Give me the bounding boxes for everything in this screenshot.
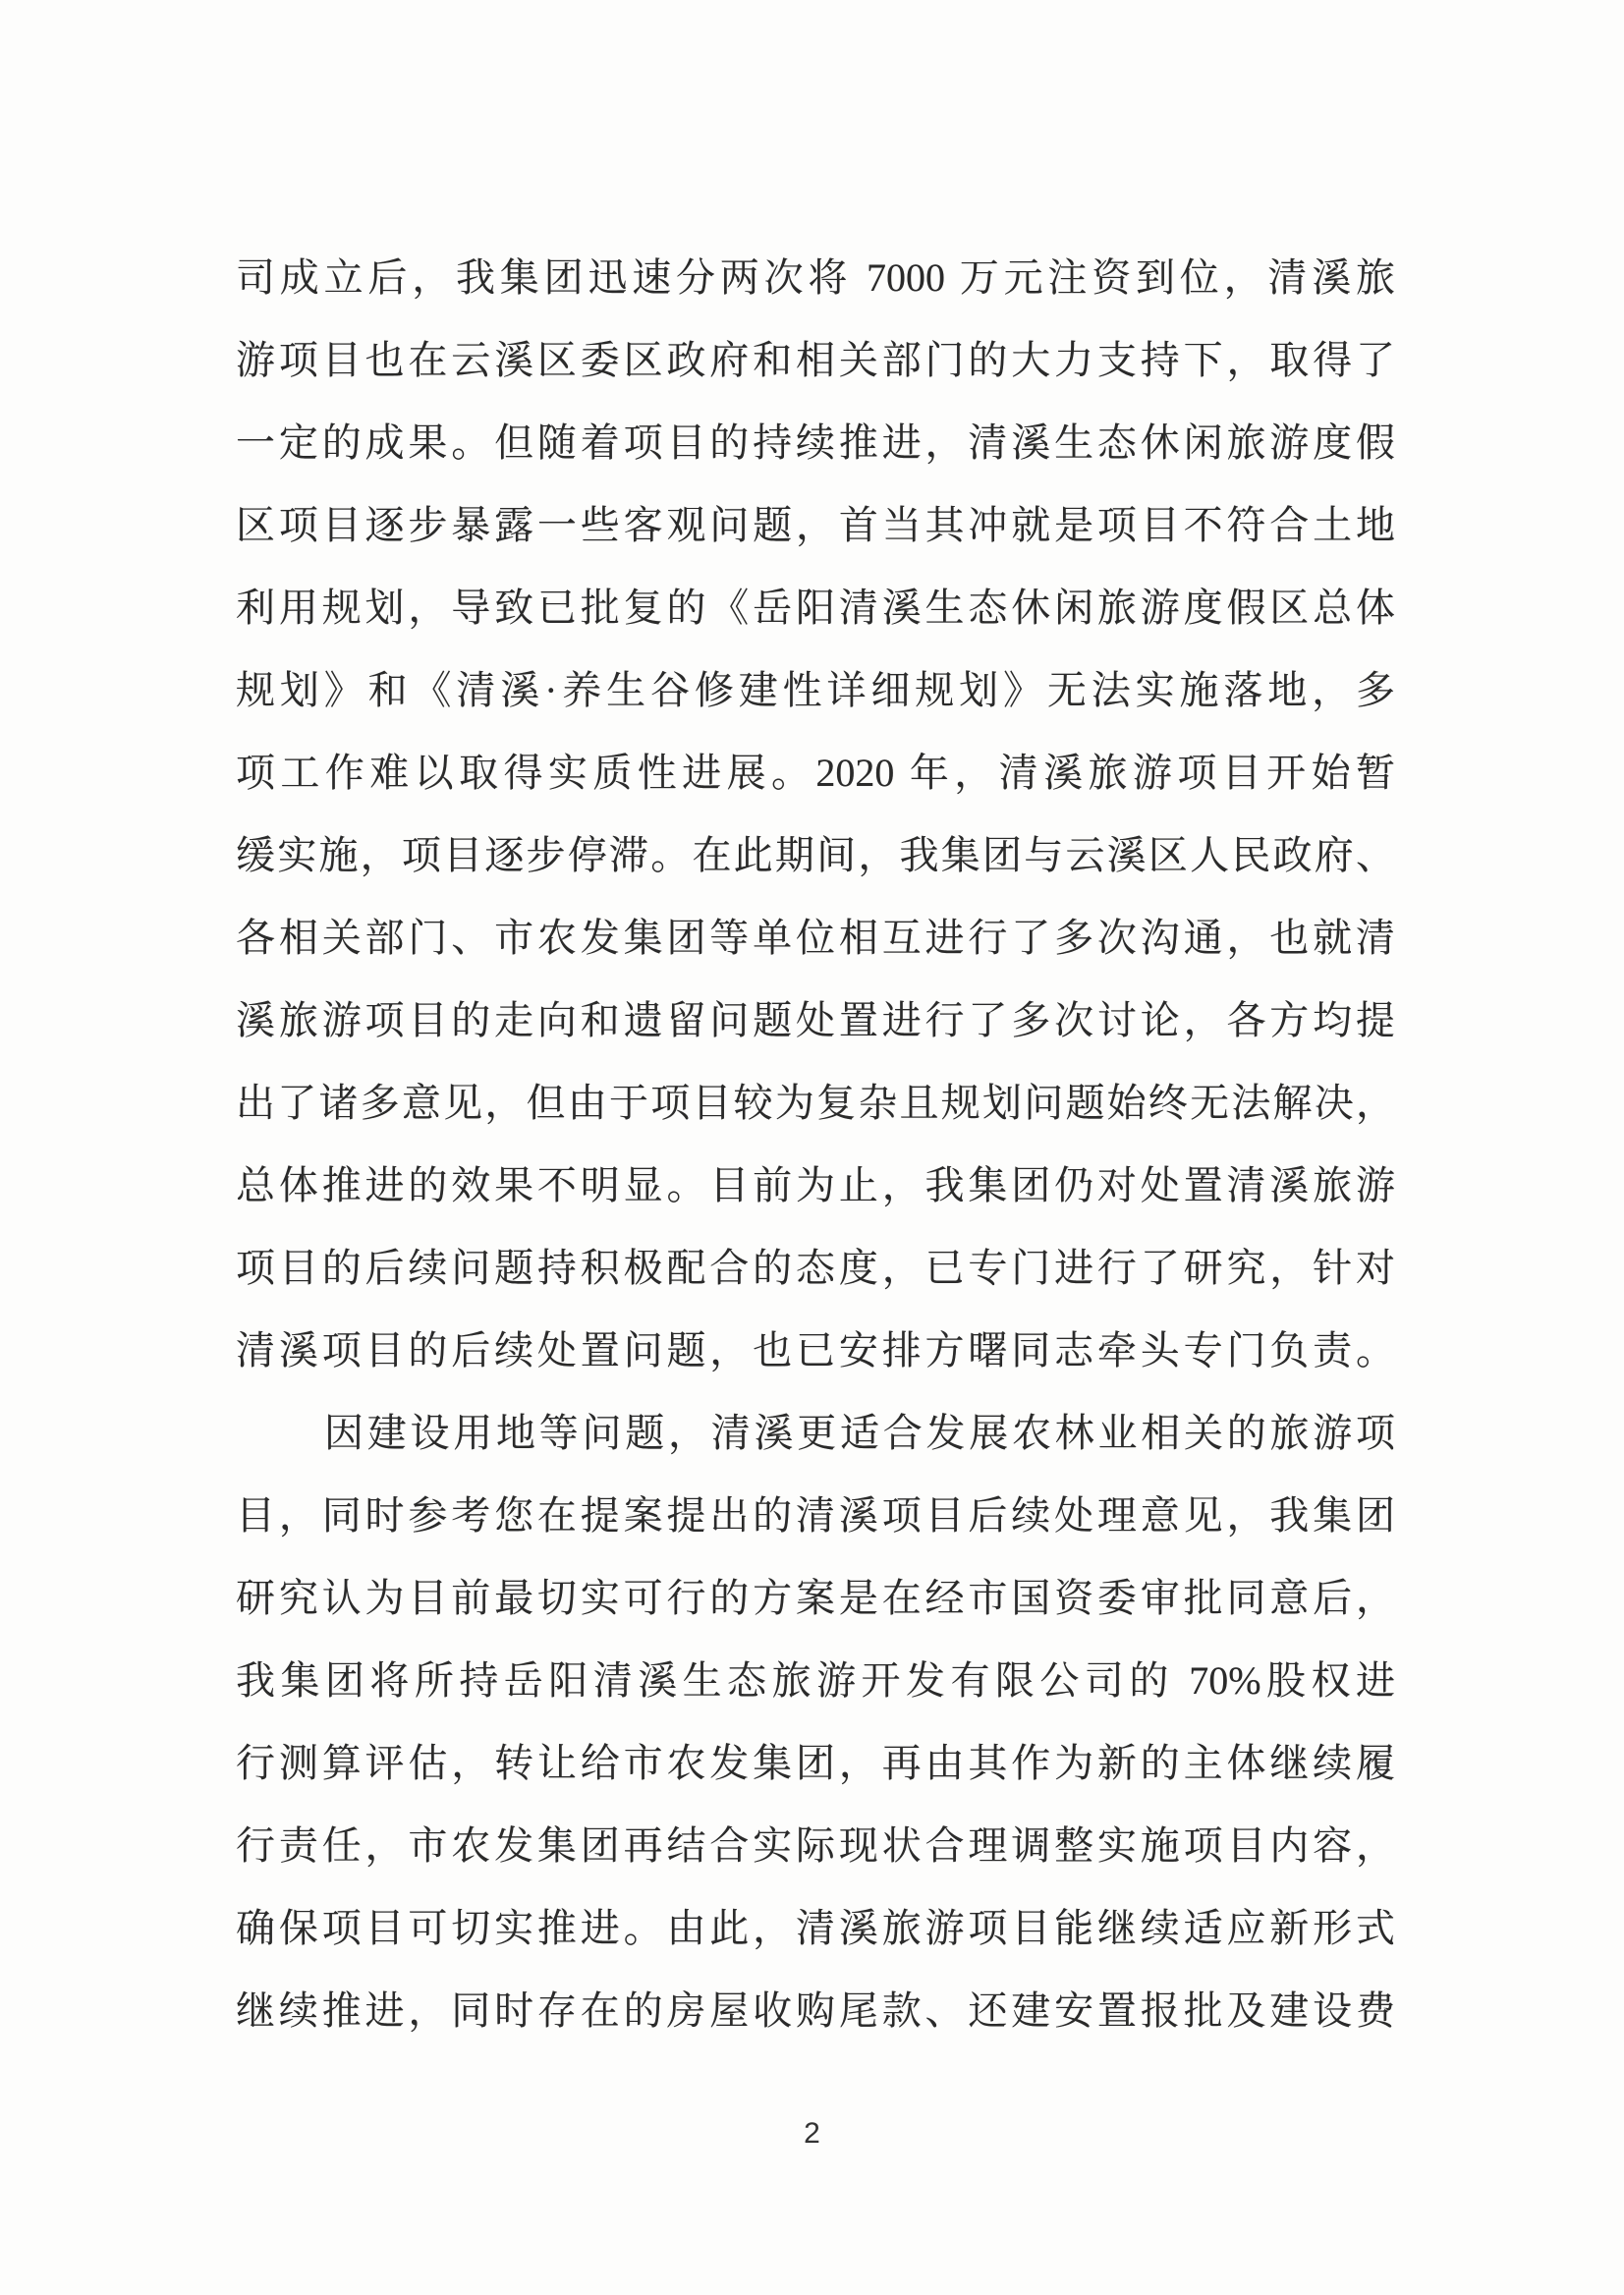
text-line: 出了诸多意见，但由于项目较为复杂且规划问题始终无法解决，: [236, 1081, 1395, 1125]
text-line: 行责任，市农发集团再结合实际现状合理调整实施项目内容，: [236, 1823, 1395, 1868]
text-line: 目，同时参考您在提案提出的清溪项目后续处理意见，我集团: [236, 1493, 1395, 1538]
body-text: [236, 237, 1395, 2052]
text-line: 项工作难以取得实质性进展。2020 年，清溪旅游项目开始暂: [236, 751, 1395, 795]
text-line-paragraph-start: 因建设用地等问题，清溪更适合发展农林业相关的旅游项: [324, 1411, 1395, 1455]
text-line: 缓实施，项目逐步停滞。在此期间，我集团与云溪区人民政府、: [236, 833, 1395, 877]
text-line: 总体推进的效果不明显。目前为止，我集团仍对处置清溪旅游: [236, 1163, 1395, 1207]
page-number: 2: [804, 2117, 820, 2150]
text-line: 区项目逐步暴露一些客观问题，首当其冲就是项目不符合土地: [236, 503, 1395, 547]
text-line: 一定的成果。但随着项目的持续推进，清溪生态休闲旅游度假: [236, 420, 1395, 465]
text-line: 清溪项目的后续处置问题，也已安排方曙同志牵头专门负责。: [236, 1328, 1395, 1372]
text-line: 溪旅游项目的走向和遗留问题处置进行了多次讨论，各方均提: [236, 998, 1395, 1042]
text-line: 规划》和《清溪·养生谷修建性详细规划》无法实施落地，多: [236, 668, 1395, 712]
text-line: 项目的后续问题持积极配合的态度，已专门进行了研究，针对: [236, 1246, 1395, 1290]
text-line: 研究认为目前最切实可行的方案是在经市国资委审批同意后，: [236, 1576, 1395, 1620]
text-line: 司成立后，我集团迅速分两次将 7000 万元注资到位，清溪旅: [236, 255, 1395, 300]
text-line: 各相关部门、市农发集团等单位相互进行了多次沟通，也就清: [236, 916, 1395, 960]
text-line: 我集团将所持岳阳清溪生态旅游开发有限公司的 70%股权进: [236, 1658, 1395, 1703]
text-line: 确保项目可切实推进。由此，清溪旅游项目能继续适应新形式: [236, 1906, 1395, 1950]
text-line: 游项目也在云溪区委区政府和相关部门的大力支持下，取得了: [236, 338, 1395, 382]
text-line: 利用规划，导致已批复的《岳阳清溪生态休闲旅游度假区总体: [236, 586, 1395, 630]
text-line: 继续推进，同时存在的房屋收购尾款、还建安置报批及建设费: [236, 1988, 1395, 2033]
text-line: 行测算评估，转让给市农发集团，再由其作为新的主体继续履: [236, 1741, 1395, 1785]
